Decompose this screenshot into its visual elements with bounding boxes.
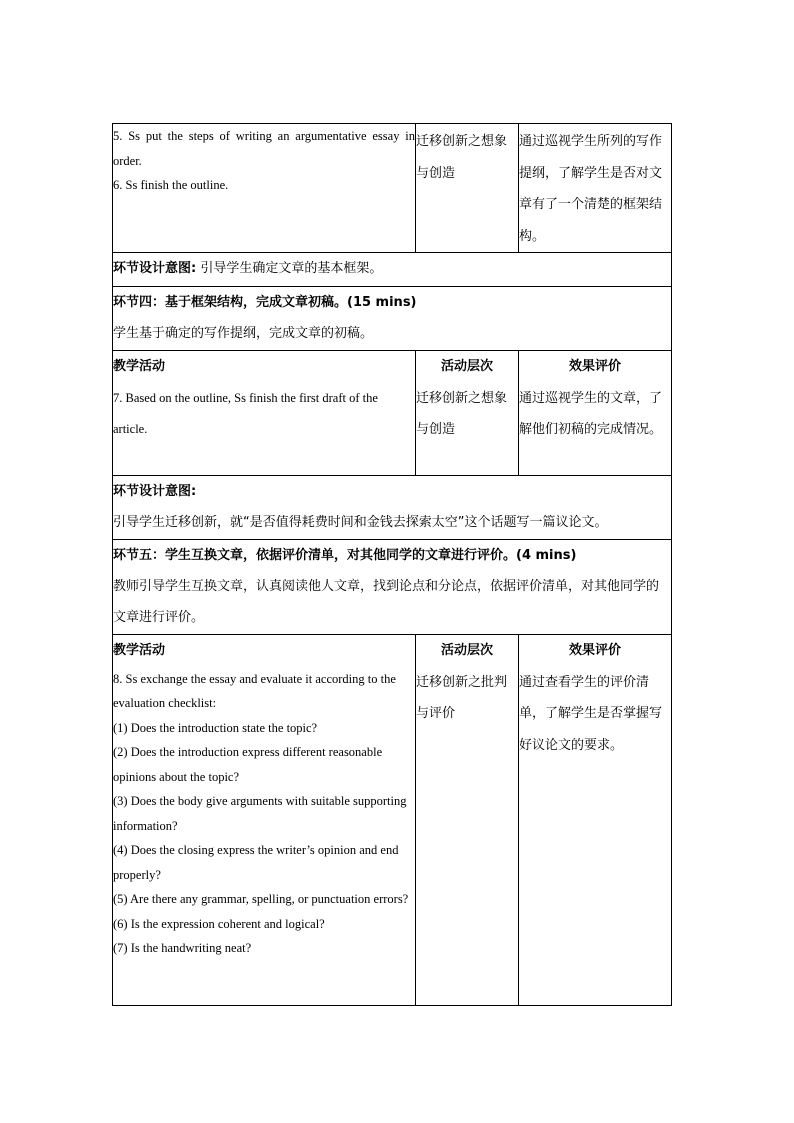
design-intent-row <box>113 253 672 287</box>
evaluation-cell <box>519 635 672 1006</box>
activity-level-text: 迁移创新之想象与创造 <box>416 390 508 437</box>
design-intent-label: 环节设计意图: <box>113 484 197 499</box>
design-intent-text: 引导学生确定文章的基本框架。 <box>200 261 383 276</box>
column-header-evaluation: 效果评价 <box>568 359 621 374</box>
stage-description: 教师引导学生互换文章，认真阅读他人文章，找到论点和分论点，依据评价清单，对其他同学的文章进行评价。 <box>113 579 660 625</box>
checklist-item: (2) Does the introduction express different reasonable opinions about the topic? <box>113 745 383 784</box>
activity-item: 5. Ss put the steps of writing an argumentative essay in order. <box>113 129 415 168</box>
activity-item: 6. Ss finish the outline. <box>113 178 229 192</box>
activity-level-text: 迁移创新之想象与创造 <box>416 134 508 181</box>
activity-row-7 <box>113 351 672 476</box>
evaluation-text: 通过查看学生的评价清单，了解学生是否掌握写好议论文的要求。 <box>519 674 663 753</box>
design-intent-cell <box>113 253 672 287</box>
evaluation-text: 通过巡视学生的文章，了解他们初稿的完成情况。 <box>519 390 663 437</box>
checklist-item: (7) Is the handwriting neat? <box>113 941 252 955</box>
checklist-item: (6) Is the expression coherent and logical? <box>113 916 325 931</box>
checklist-item: (1) Does the introduction state the topic? <box>113 720 318 735</box>
activity-item: 7. Based on the outline, Ss finish the first draft of the article. <box>113 390 378 436</box>
stage-five-row <box>113 540 672 635</box>
evaluation-text: 通过巡视学生所列的写作提纲，了解学生是否对文章有了一个清楚的框架结构。 <box>519 134 663 244</box>
activity-cell <box>113 635 416 1006</box>
column-header-evaluation: 效果评价 <box>568 643 621 658</box>
stage-four-row <box>113 287 672 351</box>
checklist-item: (4) Does the closing express the writer’s opinion and end properly? <box>113 843 399 882</box>
activity-item: 8. Ss exchange the essay and evaluate it according to the evaluation checklist: <box>113 671 396 710</box>
stage-title: 环节四：基于框架结构，完成文章初稿。(15 mins) <box>113 295 417 310</box>
column-header-level: 活动层次 <box>440 643 493 658</box>
design-intent-text: 引导学生迁移创新，就“是否值得耗费时间和金钱去探索太空”这个话题写一篇议论文。 <box>113 515 608 530</box>
evaluation-cell <box>519 124 672 253</box>
evaluation-cell <box>519 351 672 476</box>
activity-row-8 <box>113 635 672 1006</box>
stage-four-cell <box>113 287 672 351</box>
design-intent-row <box>113 476 672 540</box>
stage-five-cell <box>113 540 672 635</box>
column-header-level: 活动层次 <box>440 359 493 374</box>
activity-row-5-6 <box>113 124 672 253</box>
lesson-plan-table <box>112 123 672 1006</box>
stage-title: 环节五：学生互换文章，依据评价清单，对其他同学的文章进行评价。(4 mins) <box>113 548 577 563</box>
activity-level-text: 迁移创新之批判与评价 <box>416 674 508 721</box>
level-cell <box>416 351 519 476</box>
level-cell <box>416 635 519 1006</box>
column-header-activity: 教学活动 <box>113 359 166 374</box>
stage-description: 学生基于确定的写作提纲，完成文章的初稿。 <box>113 326 374 341</box>
checklist-item: (5) Are there any grammar, spelling, or punctuation errors? <box>113 892 409 906</box>
design-intent-cell <box>113 476 672 540</box>
level-cell <box>416 124 519 253</box>
checklist-item: (3) Does the body give arguments with suitable supporting information? <box>113 794 407 833</box>
column-header-activity: 教学活动 <box>113 643 166 658</box>
activity-cell <box>113 124 416 253</box>
activity-cell <box>113 351 416 476</box>
design-intent-label: 环节设计意图: <box>113 261 197 276</box>
